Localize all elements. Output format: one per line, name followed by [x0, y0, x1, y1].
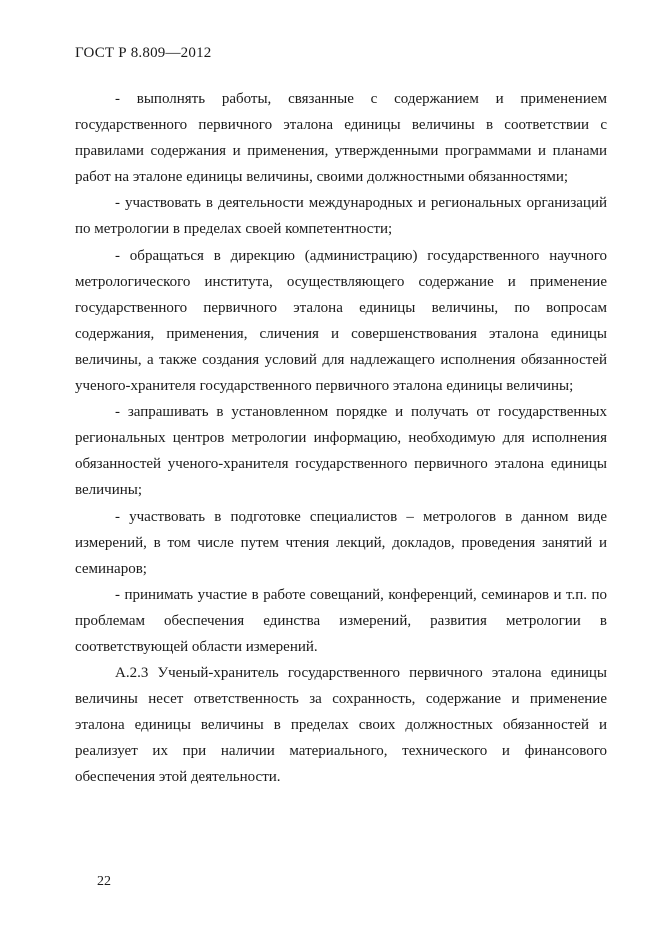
list-item: - принимать участие в работе совещаний, конференций, семинаров и т.п. по проблемам обеспечения единства измерений, развития метрологии в соответствующей области измерений. [75, 586, 607, 655]
list-item: - обращаться в дирекцию (администрацию) государственного научного метрологического института, осуществляющего содержание и применение государственного первичного эталона единицы величины, по вопросам содержания, применения, сличения и совершенствования эталона единицы величины, а также создания условий для надлежащего исполнения обязанностей ученого-хранителя государственного первичного эталона единицы величины; [75, 247, 607, 395]
document-header: ГОСТ Р 8.809—2012 [75, 45, 212, 61]
page-number: 22 [97, 874, 111, 889]
list-item: - запрашивать в установленном порядке и получать от государственных региональных центров метрологии информацию, необходимую для исполнения обязанностей ученого-хранителя государственного первичного эталона единицы величины; [75, 404, 607, 499]
list-item: - участвовать в подготовке специалистов – метрологов в данном виде измерений, в том числе путем чтения лекций, докладов, проведения занятий и семинаров; [75, 508, 607, 577]
document-body [75, 86, 607, 791]
clause-paragraph: А.2.3 Ученый-хранитель государственного первичного эталона единицы величины несет ответственность за сохранность, содержание и применение эталона единицы величины в пределах своих должностных обязанностей и реализует их при наличии материального, технического и финансового обеспечения этой деятельности. [75, 665, 607, 786]
list-item: - выполнять работы, связанные с содержанием и применением государственного первичного эталона единицы величины в соответствии с правилами содержания и применения, утвержденными программами и планами работ на эталоне единицы величины, своими должностными обязанностями; [75, 91, 607, 186]
list-item: - участвовать в деятельности международных и региональных организаций по метрологии в пределах своей компетентности; [75, 195, 607, 238]
